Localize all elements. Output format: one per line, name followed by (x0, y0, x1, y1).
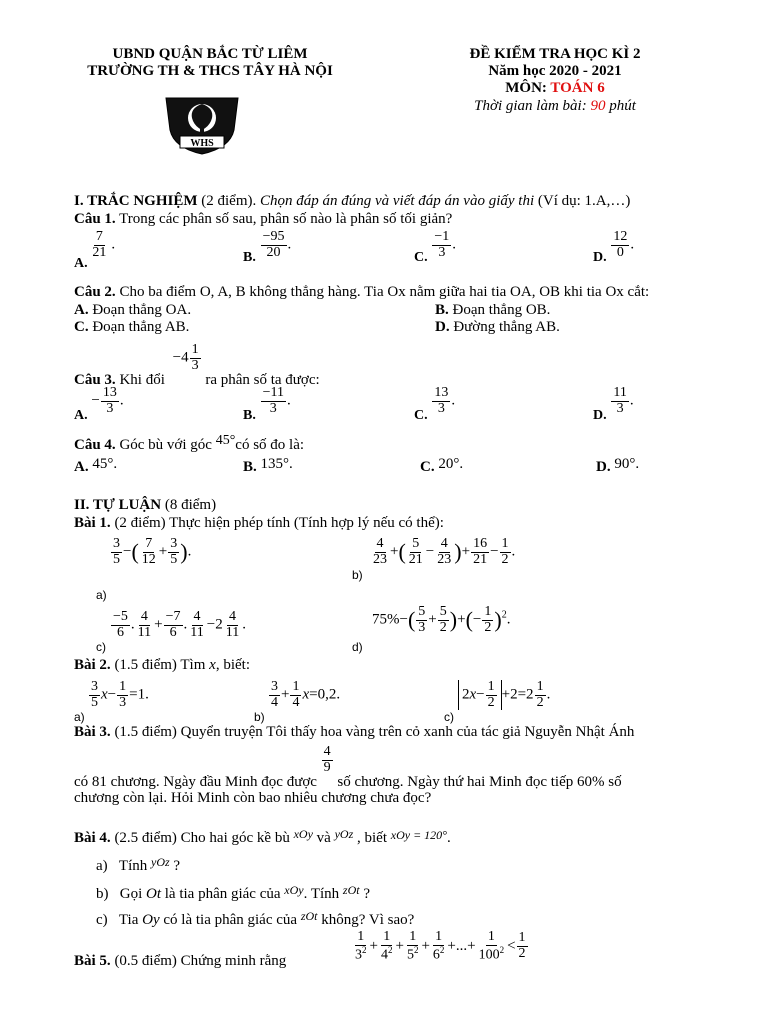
q2-option-c (74, 319, 189, 336)
q4-text-before: Góc bù với góc (115, 437, 216, 453)
b2-heading (74, 657, 250, 674)
frac-den: 3 (438, 244, 446, 260)
item-key: c) (96, 912, 108, 928)
mixed-whole: −4 (172, 349, 189, 366)
q3-option-b: B. $\frac{-11}{3}$ . (243, 385, 291, 423)
b3-line3: chương còn lại. Hỏi Minh còn bao nhiêu chương chưa đọc? (74, 790, 432, 806)
b4-angle1: xOy (293, 827, 313, 841)
b1-expr-a: $\frac{3}{5}$ −( $\frac{7}{12}$ + $\frac{3}{5}$ ). (113, 536, 192, 567)
frac-num: 12 (613, 229, 628, 244)
frac-num: −1 (434, 229, 450, 244)
frac-num: 1 (191, 342, 199, 357)
option-key: A. (74, 255, 88, 271)
item-mid: có là tia phân giác của (159, 912, 301, 928)
q2-option-a (74, 302, 191, 319)
option-key: B. (243, 249, 256, 265)
frac-num: 11 (613, 385, 627, 400)
option-key: D. (593, 407, 607, 423)
time-value: 90 (590, 98, 606, 114)
option-text: Đường thẳng AB. (449, 319, 560, 335)
option-key: B. (435, 302, 449, 318)
b1-label: Bài 1. (74, 515, 111, 531)
item-before: Tia (118, 912, 143, 928)
item-mid: là tia phân giác của (161, 886, 285, 902)
q3-mixed-number (173, 343, 202, 373)
option-value: 135°. (260, 456, 293, 472)
b2-label: Bài 2. (74, 657, 111, 673)
q1-label: Câu 1. (74, 211, 116, 227)
frac-den: 3 (269, 400, 277, 416)
q1-option-c: C. $\frac{-1}{3}$ . (414, 229, 457, 265)
school-year: Năm học 2020 - 2021 (488, 63, 622, 79)
q1-option-a: A. $\frac{7}{21}$ . (74, 229, 116, 271)
b4-label: Bài 4. (74, 830, 111, 846)
item-italic: Ot (146, 886, 161, 902)
item-angle2: zOt (342, 883, 360, 897)
exam-time (430, 98, 680, 115)
exam-title: ĐỀ KIỂM TRA HỌC KÌ 2 (469, 46, 641, 62)
q4-option-d (596, 456, 640, 476)
option-key: C. (414, 407, 428, 423)
b3-line1-text: (1.5 điểm) Quyển truyện Tôi thấy hoa vàng trên cỏ xanh của tác giả Nguyễn Nhật Ánh (110, 724, 635, 740)
q1-option-d: D. $\frac{12}{0}$ . (593, 229, 635, 265)
subject-value: TOÁN 6 (550, 80, 605, 96)
part1-example: (Ví dụ: 1.A,…) (534, 193, 631, 209)
part1-points: (2 điểm). (197, 193, 260, 209)
item-before: Gọi (119, 886, 146, 902)
b2-expr-a: $\frac{3}{5}$ x− $\frac{1}{3}$ =1. (91, 679, 149, 710)
option-value: 45°. (92, 456, 118, 472)
q2-label: Câu 2. (74, 284, 116, 300)
b1-heading (74, 515, 444, 532)
b1-label-c: c) (96, 640, 106, 654)
item-tail: . Tính (303, 886, 343, 902)
b2-expr-b: $\frac{3}{4}$ + $\frac{1}{4}$ x=0,2. (271, 679, 341, 710)
part1-heading (74, 193, 630, 210)
b2-text2: , biết: (215, 657, 250, 673)
b1-expr-b: $\frac{4}{23}$ +( $\frac{5}{21}$ − $\frac{4}{23}$ )+ $\frac{16}{21}$ − $\frac{1}{2}$ . (373, 536, 516, 567)
b2-text: (1.5 điểm) Tìm (110, 657, 210, 673)
option-key: D. (435, 319, 450, 335)
school-district: UBND QUẬN BẮC TỪ LIÊM (112, 46, 308, 62)
item-end: ? (359, 886, 371, 902)
item-before: Tính (118, 858, 151, 874)
part2-heading (74, 497, 216, 514)
q4-angle: 45° (215, 433, 236, 448)
q2-question (74, 284, 649, 301)
q2-text: Cho ba điểm O, A, B không thẳng hàng. Tia Ox nằm giữa hai tia OA, OB khi tia Ox cắt: (115, 284, 650, 300)
b1-label-a: a) (96, 588, 107, 602)
part1-instruction: Chọn đáp án đúng và viết đáp án vào giấy thi (259, 193, 535, 209)
item-italic: Oy (142, 912, 160, 928)
option-key: A. (74, 302, 89, 318)
q4-text-after: có số đo là: (235, 437, 305, 453)
q4-label: Câu 4. (74, 437, 116, 453)
frac-num: 13 (102, 385, 117, 400)
b4-given: xOy = 120° (390, 828, 447, 842)
q2-option-d (435, 319, 560, 336)
b4-heading: Bài 4. (2.5 điểm) Cho hai góc kề bù $^{xOy}$ và $^{yOz}$ , biết $^{xOy = 120^\circ}$. (74, 827, 451, 846)
b1-expr-c: $\frac{-5}{6}$ . $\frac{4}{11}$ + $\frac{-7}{6}$ . $\frac{4}{11}$ −2 $\frac{4}{11}$ . (113, 609, 246, 640)
frac-den: 3 (437, 400, 445, 416)
q1-text: Trong các phân số sau, phân số nào là phân số tối giản? (115, 211, 453, 227)
b4-and: và (312, 830, 335, 846)
b1-label-d: d) (352, 640, 363, 654)
q4-option-a (74, 456, 118, 476)
b2-label-b: b) (254, 710, 265, 724)
q3-question (74, 342, 320, 388)
part1-title: I. TRẮC NGHIỆM (74, 193, 198, 209)
q3-label: Câu 3. (74, 371, 116, 388)
option-key: A. (74, 407, 88, 423)
part2-title: II. TỰ LUẬN (74, 497, 162, 513)
b2-label-a: a) (74, 710, 85, 724)
school-logo (160, 90, 244, 156)
frac-den: 21 (92, 244, 107, 260)
option-value: 20°. (438, 456, 464, 472)
b5-inequality: $\frac{1}{3^2}$ + $\frac{1}{4^2}$ + $\frac{1}{5^2}$ + $\frac{1}{6^2}$ +...+ $\frac{1}{100^2}$ < $\frac{1}{2}$ (355, 929, 526, 963)
option-key: C. (414, 249, 428, 265)
item-angle: zOt (300, 909, 318, 923)
q4-question (74, 433, 305, 454)
b2-expr-c: 2x− $\frac{1}{2}$ +2=2 $\frac{1}{2}$ . (458, 680, 550, 710)
frac-den: 0 (616, 244, 624, 260)
time-prefix: Thời gian làm bài: (474, 98, 591, 114)
q4-option-c (420, 456, 464, 476)
b4-comma: , biết (353, 830, 391, 846)
q3-text-before: Khi đổi (115, 371, 169, 388)
b1-expr-d: 75%−( $\frac{5}{3}$ + $\frac{5}{2}$ )+(− $\frac{1}{2}$ )$^2$. (372, 604, 511, 635)
b4-item-b (96, 883, 371, 903)
q2-option-b (435, 302, 550, 319)
option-key: C. (420, 459, 435, 475)
q1-question (74, 211, 452, 228)
frac-den: 3 (106, 400, 114, 416)
item-key: a) (96, 858, 108, 874)
b2-label-c: c) (444, 710, 454, 724)
item-key: b) (96, 886, 109, 902)
option-text: Đoạn thẳng AB. (88, 319, 190, 335)
b4-item-a (96, 855, 181, 875)
b3-line2 (74, 744, 622, 790)
frac-den: 20 (266, 244, 281, 260)
q3-option-a: A. − $\frac{13}{3}$ . (74, 385, 124, 423)
school-name: TRƯỜNG TH & THCS TÂY HÀ NỘI (87, 63, 333, 79)
b5-label: Bài 5. (74, 953, 111, 969)
option-key: C. (74, 319, 89, 335)
logo-text: WHS (190, 138, 214, 149)
item-angle: xOy (284, 883, 304, 897)
part2-points: (8 điểm) (161, 497, 217, 513)
option-text: Đoạn thẳng OA. (88, 302, 192, 318)
q4-option-b (243, 456, 293, 476)
b5-text: (0.5 điểm) Chứng minh rằng (110, 953, 287, 969)
subject-prefix: MÔN: (505, 80, 551, 96)
frac-num: −95 (262, 229, 285, 244)
frac-num: 13 (434, 385, 449, 400)
b1-text: (2 điểm) Thực hiện phép tính (Tính hợp lý nếu có thể): (110, 515, 444, 531)
option-key: B. (243, 459, 257, 475)
option-key: B. (243, 407, 256, 423)
frac-den: 9 (323, 759, 331, 775)
q1-option-b: B. $\frac{-95}{20}$ . (243, 229, 292, 265)
frac-num: −11 (262, 385, 284, 400)
b4-angle2: yOz (334, 827, 354, 841)
option-key: D. (596, 459, 611, 475)
q3-option-c: C. $\frac{13}{3}$ . (414, 385, 456, 423)
q3-option-d: D. $\frac{11}{3}$ . (593, 385, 634, 423)
frac-den: 3 (616, 400, 624, 416)
item-tail: không? Vì sao? (317, 912, 415, 928)
b2-var: x (209, 657, 216, 673)
option-key: A. (74, 459, 89, 475)
item-after: ? (169, 858, 181, 874)
option-value: 90°. (614, 456, 640, 472)
frac-den: 3 (191, 357, 199, 373)
exam-subject (430, 80, 680, 97)
b3-line1 (74, 724, 634, 741)
option-sign: − (91, 392, 100, 409)
q3-text-after: ra phân số ta được: (205, 371, 320, 388)
b5-heading (74, 953, 286, 970)
b4-item-c (96, 909, 415, 929)
frac-num: 4 (323, 744, 331, 759)
option-key: D. (593, 249, 607, 265)
b3-label: Bài 3. (74, 724, 111, 740)
time-suffix: phút (605, 98, 636, 114)
b3-line2-after: số chương. Ngày thứ hai Minh đọc tiếp 60% số (333, 773, 622, 790)
option-text: Đoạn thẳng OB. (448, 302, 551, 318)
item-angle: yOz (151, 855, 170, 869)
b4-text-before: (2.5 điểm) Cho hai góc kề bù (110, 830, 294, 846)
b1-label-b: b) (352, 568, 363, 582)
frac-num: 7 (95, 229, 103, 244)
b3-line2-before: có 81 chương. Ngày đầu Minh đọc được (74, 773, 321, 790)
